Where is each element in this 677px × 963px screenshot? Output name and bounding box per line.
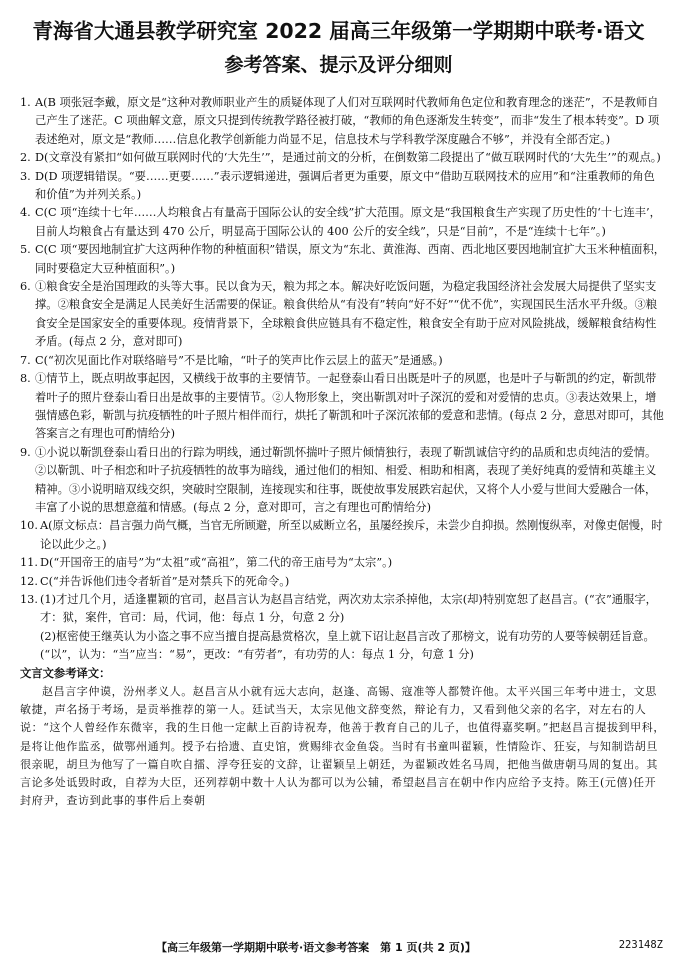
answer-item-3: 3. D(D 项逻辑错误。“要……更要……”表示逻辑递进，强调后者更为重要，原文中“借助互联网技术的应用”和“注重教师的角色和价值”为并列关系。) xyxy=(20,169,655,202)
answer-item-11: 11. D(“开国帝王的庙号”为“太祖”或“高祖”，第二代的帝王庙号为“太宗”。) xyxy=(20,556,393,570)
answer-item-2: 2. D(文章没有紧扣“如何做互联网时代的‘大先生’”，是通过前文的分析，在倒数第二段提出了“做互联网时代的‘大先生’”的观点。) xyxy=(20,151,661,165)
answer-item-6: 6. ①粮食安全是治国理政的头等大事。民以食为天，粮为邦之本。解决好吃饭问题，为稳定我国经济社会发展大局提供了坚实支撑。②粮食安全是满足人民美好生活需要的保证。粮食供给从“有没有”转向“好不好”“优不优”，实现国民生活水平升级。③粮食安全是国家安全的重要体现。疫情背景下，全球粮食供应链具有不稳定性，粮食安全有助于应对风险挑战，缓解粮食结构性矛盾。(每点 2 分，意对即可) xyxy=(20,280,658,349)
answer-body xyxy=(20,94,666,810)
answer-item-4: 4. C(C 项“连续十七年……人均粮食占有量高于国际公认的安全线”扩大范围。原文是“我国粮食生产实现了历史性的‘十七连丰’，目前人均粮食占有量达到 470 公斤，明显高于国际公认的 400 公斤的安全线”，只是“目前”，不是“连续十七年”。) xyxy=(20,206,661,238)
answer-item-9: 9. ①小说以靳凯登泰山看日出的行踪为明线，通过靳凯怀揣叶子照片倾情独行，表现了靳凯诚信守约的品质和忠贞纯洁的爱情。②以靳凯、叶子相恋和叶子抗疫牺牲的故事为暗线，通过他们的相知、相爱、相助和相离，表现了美好纯真的爱情和英雄主义精神。③小说明暗双线交织，突破时空限制，连接现实和往事，既使故事发展跌宕起伏，又将个人小爱与世间大爱融合一体，丰富了小说的思想意蕴和情感。(每点 2 分，意对即可，言之有理也可酌情给分) xyxy=(20,445,657,514)
answer-item-7: 7. C(“初次见面比作对联络暗号”不是比喻，“叶子的笑声比作云层上的蓝天”是通感。) xyxy=(20,353,443,367)
answer-item-5: 5. C(C 项“要因地制宜扩大这两种作物的种植面积”错误，原文为“东北、黄淮海、西南、西北地区要因地制宜扩大玉米种植面积，同时要稳定大豆种植面积”。) xyxy=(20,243,666,275)
translation-text: 赵昌言字仲谟，汾州孝义人。赵昌言从小就有远大志向，赵逢、高锡、寇准等人都赞许他。太平兴国三年考中进士，文思敏捷，声名扬于考场，是贡举推荐的第一人。廷试当天，太宗见他文辞变然，辩论有力，又看到他父亲的名字，对左右的人说：“这个人曾经作东微宰，我的生日他一定献上百韵诗祝寿，他善于教育自己的儿子，也值得嘉奖啊。”把赵昌言提拔到甲科，是将让他作监丞，做鄂州通判。授予右拾遗、直史馆，赏赐绯衣金鱼袋。当时有书童叫翟颖，性情险诈、狂妄，与知制诰胡旦很亲昵，胡旦为他写了一篇自吹自擂、浮夸狂妄的文辞，让翟颖呈上朝廷，为翟颖改姓名马周，把他当做唐朝马周的复出。其言论多处诋毁时政，自荐为大臣，还列荐朝中数十人认为都可以为公辅，希望赵昌言在朝中作内应给予支持。陈王(元僖)任开封府尹，查访到此事的事件后上奏朝 xyxy=(20,685,665,808)
footer-page-label: 【高三年级第一学期期中联考·语文参考答案 第 1 页(共 2 页)】 xyxy=(156,941,476,954)
translation-heading: 文言文参考译文： xyxy=(20,666,111,680)
answer-item-13-part-2: (2)枢密使王继英认为小盗之事不应当擅自提高悬赏格次，皇上就下诏让赵昌言改了那榜文，说有功劳的人要等候朝廷旨意。(“以”，认为：“当”应当：“易”，更改：“有劳者”，有功劳的人：每点 1 分，句意 1 分) xyxy=(40,629,655,662)
answer-item-1: 1. A(B 项张冠李戴，原文是“这种对教师职业产生的质疑体现了人们对互联网时代教师角色定位和教育理念的迷茫”，不是教师自己产生了迷茫。C 项曲解文意，原文只提到传统教学路径被打破，“教师的角色逐渐发生转变”，而非“发生了根本转变”。D 项表述绝对，原文是“教师……信息化教学创新能力尚显不足，信息技术与学科教学深度融合不够”，并没有全部否定。) xyxy=(20,96,660,146)
footer-code: 223148Z xyxy=(618,939,663,951)
answer-item-12: 12. C(“并告诉他们违令者斩首”是对禁兵下的死命令。) xyxy=(20,574,290,588)
answer-item-8: 8. ①情节上，既点明故事起因，又横线于故事的主要情节。一起登泰山看日出既是叶子的夙愿，也是叶子与靳凯的约定，靳凯带着叶子的照片登泰山看日出是故事的主要情节。②人物形象上，突出靳凯对叶子深沉的爱和对爱情的忠贞。③表达效果上，增强情感色彩，靳凯与抗疫牺牲的叶子照片相伴而行，烘托了靳凯和叶子深沉浓郁的爱意和悲情。(每点 2 分，意思对即可，其他答案言之有理也可酌情给分) xyxy=(20,372,664,441)
answer-item-10: 10. A(原文标点：昌言强力尚气概，当官无所顾避，所至以威断立名，虽屡经挨斥，未尝少自抑损。然刚愎纵率，对像吏倨慢，时论以此少之。) xyxy=(20,519,663,551)
page-subtitle: 参考答案、提示及评分细则 xyxy=(224,54,453,76)
answer-item-13: 13. (1)才过几个月，适逢瞿颖的官司，赵昌言认为赵昌言结党，两次劝太宗杀掉他，太宗(却)特别宽恕了赵昌言。(“衣”通服字，才：狱，案件，官司：局，代词，他：每点 1 分，句意 2 分) xyxy=(20,592,657,625)
page-title: 青海省大通县教学研究室 2022 届高三年级第一学期期中联考·语文 xyxy=(32,19,645,43)
